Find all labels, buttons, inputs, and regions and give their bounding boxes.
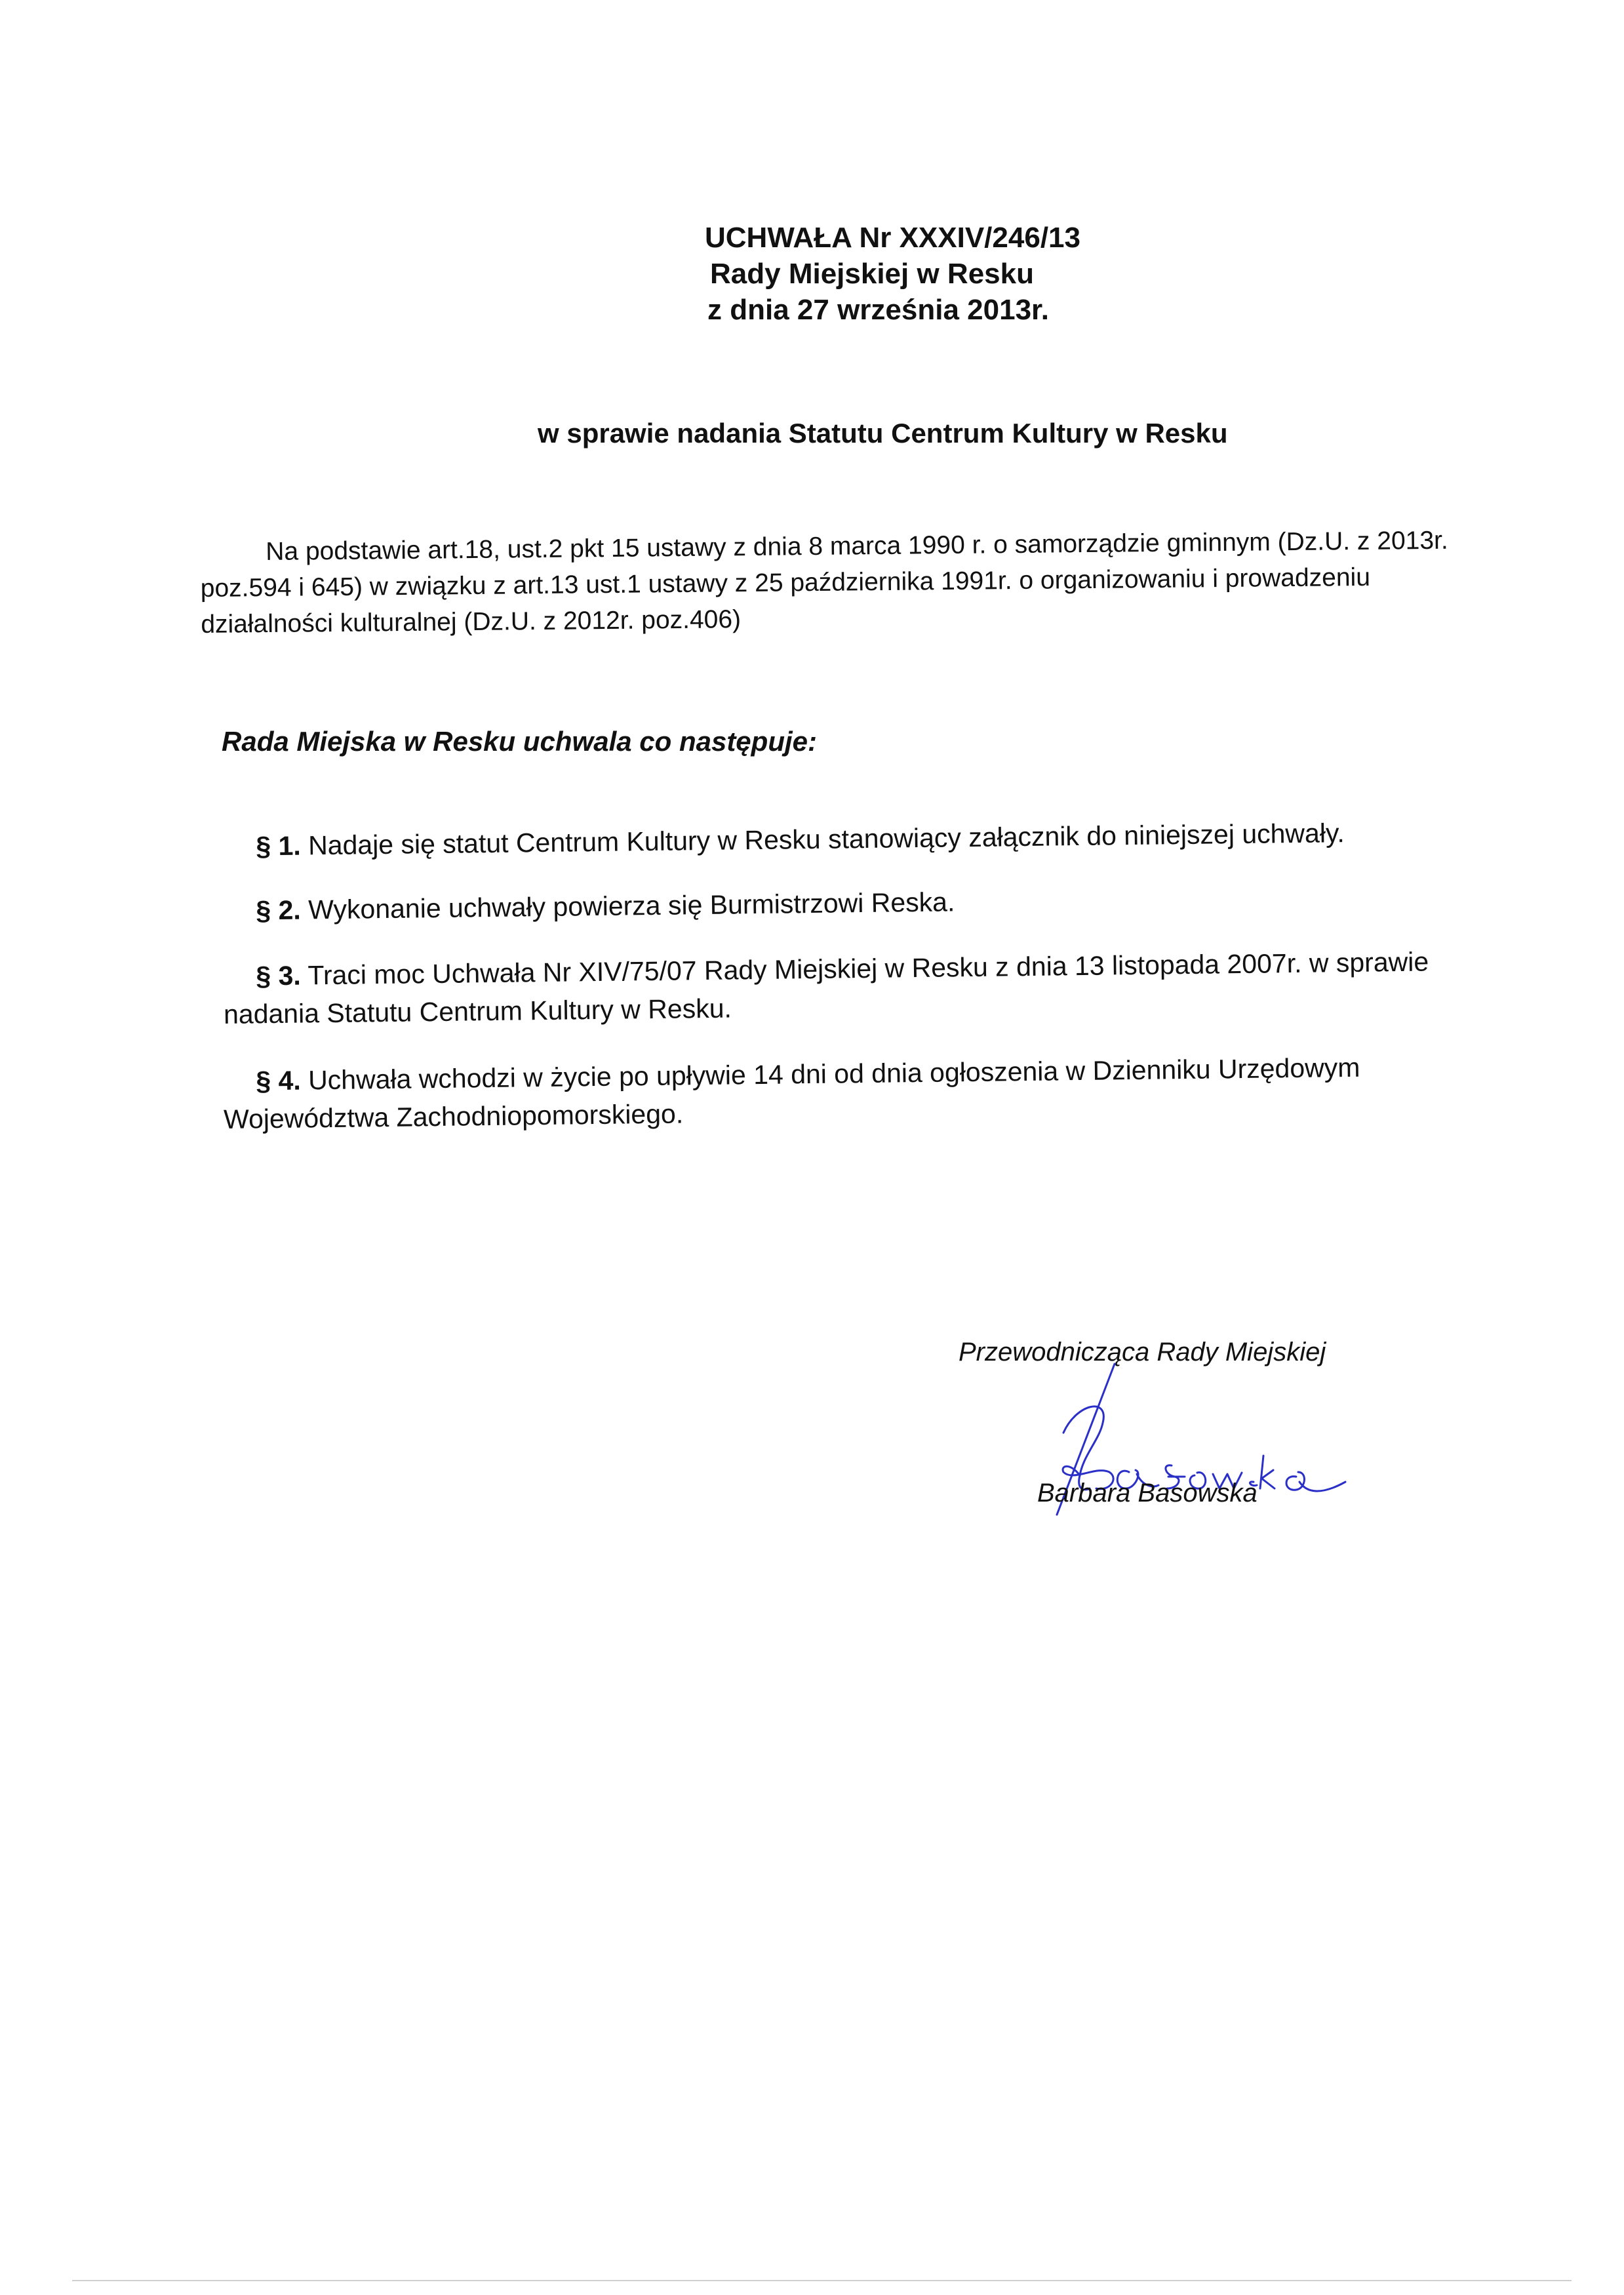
signature-stroke [1286, 1472, 1345, 1491]
paragraph-4 [223, 1048, 1360, 1138]
paragraph-2 [223, 883, 955, 930]
paragraph-text: Województwa Zachodniopomorskiego. [223, 1098, 684, 1134]
page-bottom-edge [72, 2280, 1572, 2281]
paragraph-text: Wykonanie uchwały powierza się Burmistrzowi Reska. [307, 887, 955, 925]
paragraph-number: § 1. [256, 830, 302, 862]
legal-basis-line: działalności kulturalnej (Dz.U. z 2012r. poz.406) [201, 605, 742, 639]
legal-basis-line: poz.594 i 645) w związku z art.13 ust.1 ustawy z 25 października 1991r. o organizowaniu i prowadzeniu [200, 563, 1371, 603]
resolution-date: z dnia 27 września 2013r. [707, 294, 1049, 326]
paragraph-1 [223, 814, 1345, 866]
signature-stroke [1063, 1407, 1103, 1490]
paragraph-text: Traci moc Uchwała Nr XIV/75/07 Rady Miejskiej w Resku z dnia 13 listopada 2007r. w sprawie [307, 946, 1429, 991]
resolution-subject: w sprawie nadania Statutu Centrum Kultury w Resku [538, 418, 1228, 449]
signature-title: Przewodnicząca Rady Miejskiej [959, 1338, 1326, 1367]
resolution-number: UCHWAŁA Nr XXXIV/246/13 [705, 222, 1080, 254]
resolution-issuer: Rady Miejskiej w Resku [710, 258, 1034, 290]
signature-block [959, 1338, 1326, 1507]
legal-basis-line: Na podstawie art.18, ust.2 pkt 15 ustawy z dnia 8 marca 1990 r. o samorządzie gminnym (Dz.U. z 2013r. [266, 526, 1448, 567]
signatory-name: Barbara Basowska [1037, 1479, 1258, 1507]
paragraph-number: § 3. [256, 960, 302, 991]
resolution-intro: Rada Miejska w Resku uchwala co następuje: [222, 726, 817, 757]
paragraph-text: nadania Statutu Centrum Kultury w Resku. [223, 993, 732, 1029]
paragraph-number: § 2. [256, 894, 302, 926]
paragraph-text: Nadaje się statut Centrum Kultury w Resku stanowiący załącznik do niniejszej uchwały. [307, 818, 1345, 861]
resolution-header [705, 220, 1080, 328]
paragraph-text: Uchwała wchodzi w życie po upływie 14 dni od dnia ogłoszenia w Dzienniku Urzędowym [307, 1052, 1360, 1096]
paragraph-3 [223, 943, 1429, 1033]
paragraph-number: § 4. [256, 1065, 302, 1096]
legal-basis [200, 521, 1551, 643]
